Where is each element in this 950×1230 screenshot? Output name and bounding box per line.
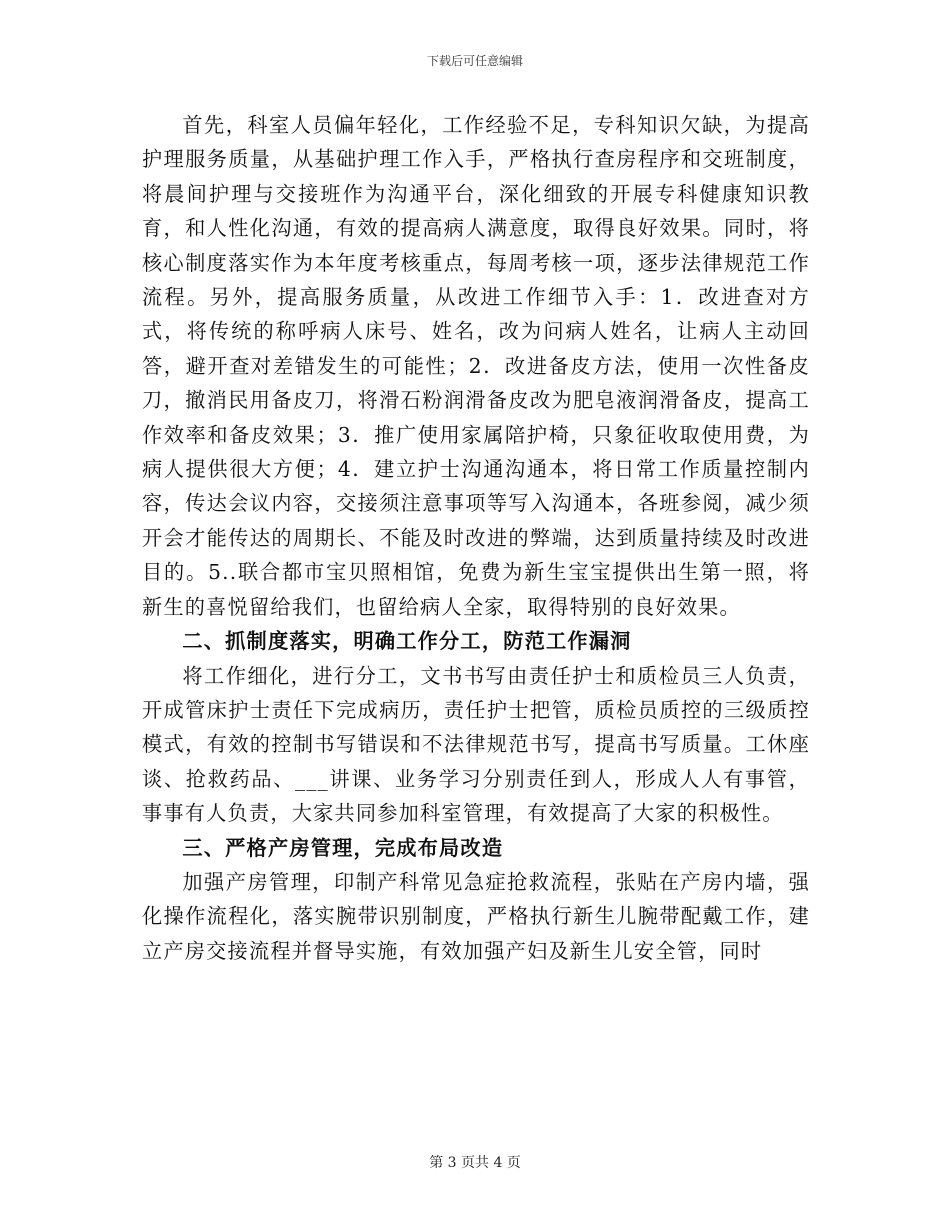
document-body (142, 108, 810, 968)
paragraph-1: 首先，科室人员偏年轻化，工作经验不足，专科知识欠缺，为提高护理服务质量，从基础护理工作入手，严格执行查房程序和交班制度，将晨间护理与交接班作为沟通平台，深化细致的开展专科健康知识教育，和人性化沟通，有效的提高病人满意度，取得良好效果。同时，将核心制度落实作为本年度考核重点，每周考核一项，逐步法律规范工作流程。另外，提高服务质量，从改进工作细节入手：1．改进查对方式，将传统的称呼病人床号、姓名，改为问病人姓名，让病人主动回答，避开查对差错发生的可能性；2．改进备皮方法，使用一次性备皮刀，撤消民用备皮刀，将滑石粉润滑备皮改为肥皂液润滑备皮，提高工作效率和备皮效果；3．推广使用家属陪护椅，只象征收取使用费，为病人提供很大方便；4．建立护士沟通沟通本，将日常工作质量控制内容，传达会议内容，交接须注意事项等写入沟通本，各班参阅，减少须开会才能传达的周期长、不能及时改进的弊端，达到质量持续及时改进目的。5..联合都市宝贝照相馆，免费为新生宝宝提供出生第一照，将新生的喜悦留给我们，也留给病人全家，取得特别的良好效果。 (142, 113, 810, 619)
page-footer: 第 3 页共 4 页 (429, 1155, 521, 1171)
paragraph-3: 加强产房管理，印制产科常见急症抢救流程，张贴在产房内墙，强化操作流程化，落实腕带识别制度，严格执行新生儿腕带配戴工作，建立产房交接流程并督导实施，有效加强产妇及新生儿安全管，同时 (142, 869, 810, 963)
paragraph-2: 将工作细化，进行分工，文书书写由责任护士和质检员三人负责，开成管床护士责任下完成病历，责任护士把管，质检员质控的三级质控模式，有效的控制书写错误和不法律规范书写，提高书写质量。工休座谈、抢救药品、___讲课、业务学习分别责任到人，形成人人有事管，事事有人负责，大家共同参加科室管理，有效提高了大家的积极性。 (142, 663, 810, 826)
page-header: 下载后可任意编辑 (426, 54, 523, 68)
section-heading-2: 二、抓制度落实，明确工作分工，防范工作漏洞 (182, 629, 632, 654)
section-heading-3: 三、严格产房管理，完成布局改造 (182, 835, 504, 860)
